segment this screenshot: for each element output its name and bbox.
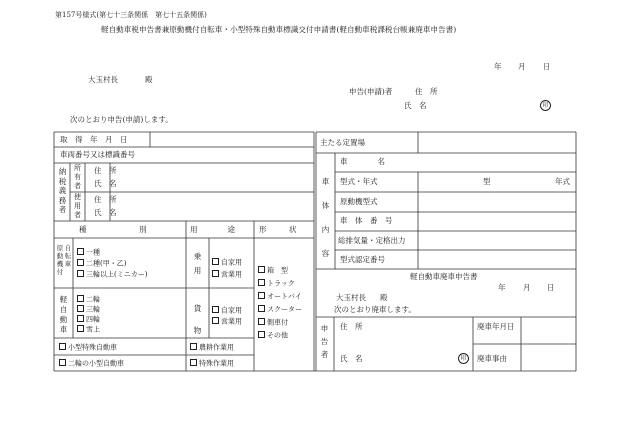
cargo-private-option[interactable]: 自家用 <box>212 306 242 315</box>
intro-text: 次のとおり申告(申請)します。 <box>70 115 173 124</box>
two-wheel-small-option[interactable]: 二輪の小型自動車 <box>59 359 124 368</box>
scrap-reporter-label: 申告者 <box>320 324 329 359</box>
form-title: 軽自動車税申告書兼原動機付自転車・小型特殊自動車標識交付申請書(軽自動車税課税台帳兼廃車申告書) <box>101 25 457 34</box>
scrap-date-label: 廃車年月日 <box>477 322 515 331</box>
shape-option-box[interactable]: 箱 型 <box>258 266 288 275</box>
scrap-reason-label: 廃車事由 <box>477 354 507 363</box>
cargo-commercial-option[interactable]: 営業用 <box>212 317 242 326</box>
shape-header: 形 状 <box>259 225 297 234</box>
owner-label: 所有者 <box>74 164 81 190</box>
light-option-3[interactable]: 四輪 <box>77 315 100 324</box>
moped-option-3[interactable]: 三輪以上(ミニカー) <box>77 270 147 279</box>
shape-option-motorcycle[interactable]: オートバイ <box>258 292 302 301</box>
user-address-label: 住 所 <box>94 195 117 204</box>
vehicle-body-label: 車体 <box>321 177 330 210</box>
light-option-1[interactable]: 二輪 <box>77 295 100 304</box>
body-contents-label: 内容 <box>321 225 330 258</box>
header-date-month: 月 <box>518 62 526 71</box>
type-cert-label: 型式認定番号 <box>340 255 385 264</box>
cargo-label: 貨物 <box>193 304 202 335</box>
scrap-date-year: 年 <box>498 283 506 292</box>
farming-option[interactable]: 農耕作業用 <box>190 343 234 352</box>
scrap-date-month: 月 <box>523 283 531 292</box>
applicant-name-label: 氏 名 <box>404 101 427 110</box>
use-header: 用 途 <box>190 225 235 234</box>
passenger-private-option[interactable]: 自家用 <box>212 258 242 267</box>
applicant-seal-icon: 印 <box>540 100 551 111</box>
light-option-2[interactable]: 三輪 <box>77 305 100 314</box>
owner-name-label: 氏 名 <box>94 179 117 188</box>
scrap-seal-icon: 印 <box>458 353 469 364</box>
shape-option-scooter[interactable]: スクーター <box>258 305 302 314</box>
shape-option-other[interactable]: その他 <box>258 331 288 340</box>
shape-option-truck[interactable]: トラック <box>258 279 295 288</box>
scrap-date-day: 日 <box>547 283 555 292</box>
header-date-year: 年 <box>494 62 502 71</box>
moped-option-2[interactable]: 二種(甲・乙) <box>77 259 126 268</box>
type-header: 種 別 <box>79 225 147 234</box>
scrap-village: 大玉村長 <box>336 293 366 302</box>
scrap-address-label: 住 所 <box>340 322 363 331</box>
model-year-label: 型式・年式 <box>340 177 378 186</box>
chassis-number-label: 車 体 番 号 <box>340 216 393 225</box>
light-vehicle-label: 軽自動車 <box>59 295 68 334</box>
special-work-option[interactable]: 特殊作業用 <box>190 359 234 368</box>
acquisition-date-label: 取 得 年 月 日 <box>60 135 128 144</box>
moped-label-b: 自転車 <box>64 244 72 268</box>
addressee-village: 大玉村長 <box>88 75 118 84</box>
engine-model-label: 原動機型式 <box>340 197 378 206</box>
user-label: 使用者 <box>74 193 81 219</box>
location-label: 主たる定置場 <box>320 138 365 147</box>
small-special-option[interactable]: 小型特殊自動車 <box>59 343 117 352</box>
applicant-label: 申告(申請)者 <box>349 87 393 96</box>
model-label: 型 <box>483 177 491 186</box>
scrap-name-label: 氏 名 <box>340 354 363 363</box>
moped-option-1[interactable]: 一種 <box>77 248 100 257</box>
taxpayer-label: 納税義務者 <box>58 167 67 214</box>
owner-address-label: 住 所 <box>94 166 117 175</box>
form-number: 第157号様式(第七十三条関係 第七十五条関係) <box>55 11 207 19</box>
scrap-honorific: 殿 <box>380 293 388 302</box>
year-label: 年式 <box>555 177 570 186</box>
applicant-address-label: 住 所 <box>415 87 438 96</box>
shape-option-sidecar[interactable]: 側車付 <box>258 318 288 327</box>
light-option-4[interactable]: 雪上 <box>77 325 100 334</box>
scrap-title: 軽自動車廃車申告書 <box>410 272 478 281</box>
user-name-label: 氏 名 <box>94 208 117 217</box>
scrap-intro: 次のとおり廃車します。 <box>334 305 416 314</box>
plate-number-label: 車両番号又は標識番号 <box>60 150 135 159</box>
vehicle-name-label: 車 名 <box>340 157 385 166</box>
passenger-label: 乗用 <box>193 252 202 275</box>
displacement-label: 総排気量・定格出力 <box>338 236 406 245</box>
header-date-day: 日 <box>543 62 551 71</box>
addressee-honorific: 殿 <box>145 75 153 84</box>
passenger-commercial-option[interactable]: 営業用 <box>212 270 242 279</box>
moped-label-a: 原動機付 <box>56 244 64 276</box>
